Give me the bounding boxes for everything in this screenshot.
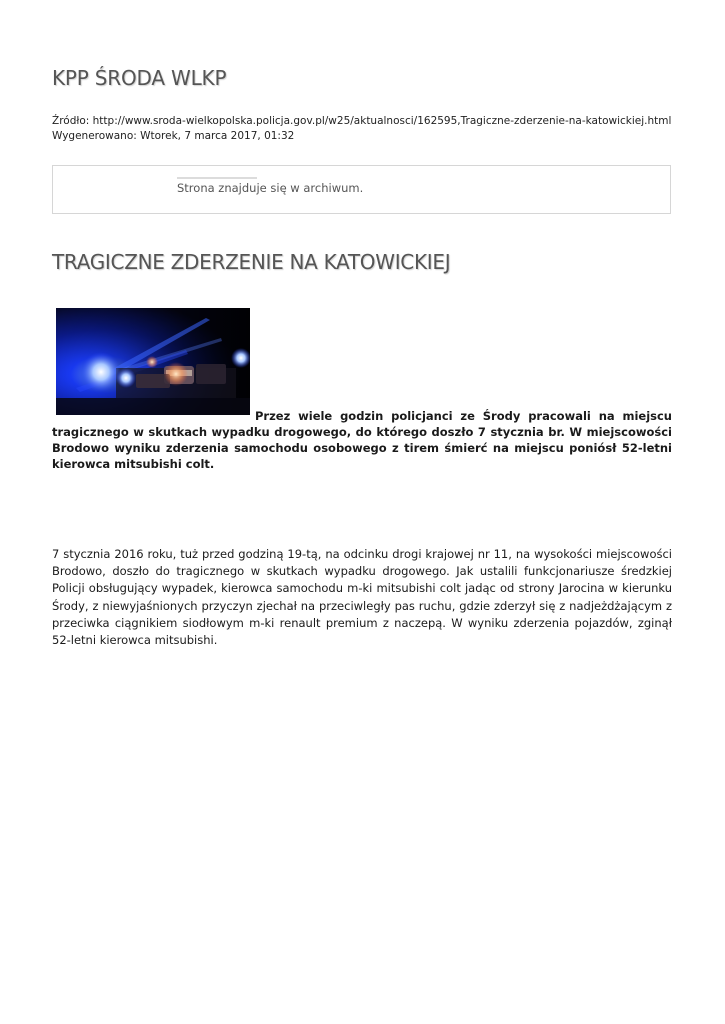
generated-line: Wygenerowano: Wtorek, 7 marca 2017, 01:32 xyxy=(52,130,295,142)
article-body: 7 stycznia 2016 roku, tuż przed godziną 19-tą, na odcinku drogi krajowej nr 11, na wysokości miejscowości Brodowo, doszło do tragicznego w skutkach wypadku drogowego. Jak ustalili funkcjonariusze średzkiej Policji obsługujący wypadek, kierowca samochodu m-ki mitsubishi colt jadąc od strony Jarocina w kierunku Środy, z niewyjaśnionych przyczyn zjechał na przeciwległy pas ruchu, gdzie zderzył się z nadjeżdżającym z przeciwka ciągnikiem siodłowym m-ki renault premium z naczepą. W wyniku zderzenia pojazdów, zginął 52-letni kierowca mitsubishi. xyxy=(52,547,672,648)
article-title: TRAGICZNE ZDERZENIE NA KATOWICKIEJ xyxy=(52,250,451,274)
article-photo xyxy=(56,308,250,415)
archive-notice-text: Strona znajduje się w archiwum. xyxy=(177,181,364,195)
archive-divider xyxy=(177,177,257,179)
site-title: KPP ŚRODA WLKP xyxy=(52,66,227,90)
article-lead-text: Przez wiele godzin policjanci ze Środy pracowali na miejscu tragicznego w skutkach wypadku drogowego, do którego doszło 7 stycznia br. W miejscowości Brodowo wyniku zderzenia samochodu osobowego z tirem śmierć na miejscu poniósł 52-letni kierowca mitsubishi colt. xyxy=(52,409,672,471)
source-line: Źródło: http://www.sroda-wielkopolska.policja.gov.pl/w25/aktualnosci/162595,Tragiczne-zderzenie-na-katowickiej.html xyxy=(52,115,672,127)
document-meta xyxy=(52,114,671,144)
archive-notice xyxy=(52,165,671,214)
article-lead xyxy=(52,408,672,472)
photo-spacer xyxy=(52,408,255,415)
